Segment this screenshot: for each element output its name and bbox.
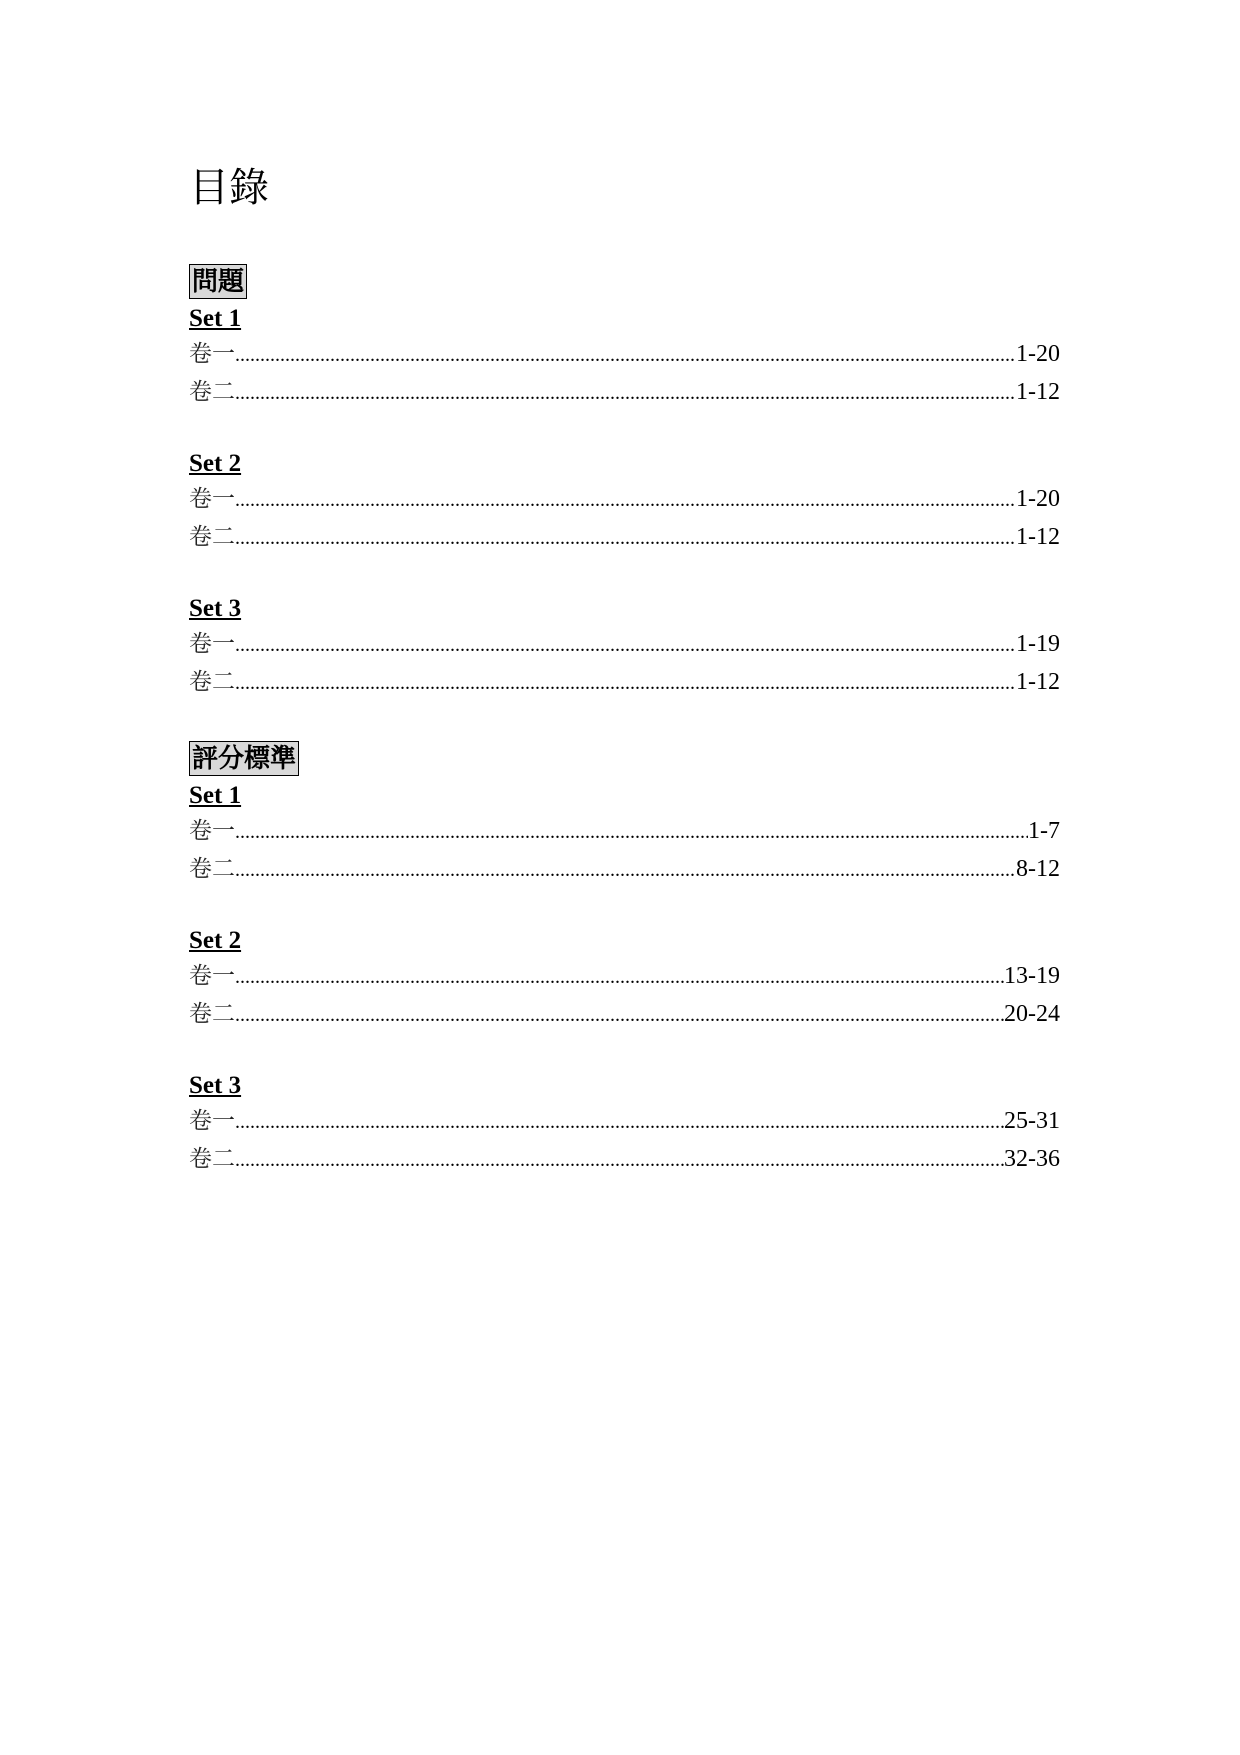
toc-entry[interactable]	[189, 850, 1060, 888]
toc-set	[189, 593, 1060, 701]
entry-label: 卷一	[189, 631, 235, 657]
set-heading: Set 1	[189, 782, 242, 809]
dot-leader	[235, 958, 1004, 996]
page-range: 1-12	[1016, 379, 1060, 405]
toc-section-questions	[189, 264, 1060, 701]
page-range: 1-12	[1016, 669, 1060, 695]
toc-entry[interactable]	[189, 373, 1060, 411]
entry-label: 卷一	[189, 1108, 235, 1134]
toc-entry[interactable]	[189, 625, 1060, 663]
dot-leader	[235, 481, 1016, 519]
dot-leader	[235, 626, 1016, 664]
page-range: 1-7	[1028, 818, 1060, 844]
entry-label: 卷二	[189, 856, 235, 882]
toc-entry[interactable]	[189, 995, 1060, 1033]
dot-leader	[235, 374, 1016, 412]
entry-label: 卷一	[189, 341, 235, 367]
entry-label: 卷一	[189, 963, 235, 989]
toc-set	[189, 1070, 1060, 1178]
dot-leader	[235, 519, 1016, 557]
page-range: 8-12	[1016, 856, 1060, 882]
dot-leader	[235, 1141, 1004, 1179]
dot-leader	[235, 813, 1028, 851]
section-heading: 評分標準	[189, 741, 299, 776]
set-heading: Set 1	[189, 305, 242, 332]
page-range: 1-19	[1016, 631, 1060, 657]
toc-entry[interactable]	[189, 335, 1060, 373]
dot-leader	[235, 996, 1004, 1034]
dot-leader	[235, 851, 1016, 889]
set-heading: Set 3	[189, 595, 242, 622]
toc-entry[interactable]	[189, 518, 1060, 556]
entry-label: 卷二	[189, 524, 235, 550]
dot-leader	[235, 1103, 1004, 1141]
page-range: 1-12	[1016, 524, 1060, 550]
dot-leader	[235, 664, 1016, 702]
entry-label: 卷二	[189, 379, 235, 405]
page-range: 1-20	[1016, 486, 1060, 512]
page-range: 13-19	[1004, 963, 1060, 989]
toc-entry[interactable]	[189, 663, 1060, 701]
entry-label: 卷二	[189, 669, 235, 695]
toc-set	[189, 925, 1060, 1033]
entry-label: 卷二	[189, 1146, 235, 1172]
page-range: 32-36	[1004, 1146, 1060, 1172]
set-heading: Set 3	[189, 1072, 242, 1099]
page-range: 1-20	[1016, 341, 1060, 367]
entry-label: 卷二	[189, 1001, 235, 1027]
toc-entry[interactable]	[189, 480, 1060, 518]
toc-set	[189, 780, 1060, 888]
page-range: 20-24	[1004, 1001, 1060, 1027]
set-heading: Set 2	[189, 927, 242, 954]
toc-entry[interactable]	[189, 1140, 1060, 1178]
toc-section-marking-scheme	[189, 741, 1060, 1178]
table-of-contents	[189, 160, 1060, 1178]
toc-entry[interactable]	[189, 957, 1060, 995]
toc-set	[189, 303, 1060, 411]
entry-label: 卷一	[189, 486, 235, 512]
dot-leader	[235, 336, 1016, 374]
toc-set	[189, 448, 1060, 556]
toc-entry[interactable]	[189, 1102, 1060, 1140]
section-heading: 問題	[189, 264, 247, 299]
set-heading: Set 2	[189, 450, 242, 477]
entry-label: 卷一	[189, 818, 235, 844]
page-range: 25-31	[1004, 1108, 1060, 1134]
page-title: 目錄	[189, 165, 269, 211]
toc-entry[interactable]	[189, 812, 1060, 850]
